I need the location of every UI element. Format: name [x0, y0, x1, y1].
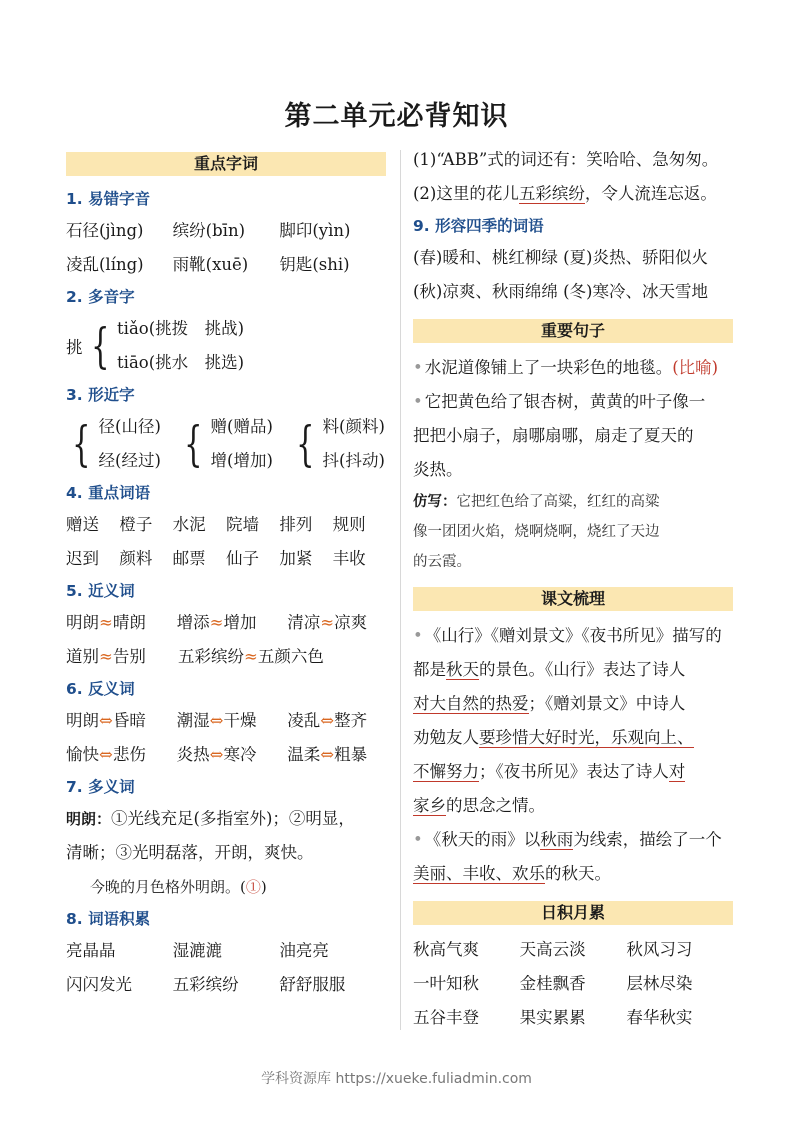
key-words-row: [66, 508, 386, 542]
polyphone-line: tiāo(挑水 挑选): [117, 353, 245, 372]
antonym-pair: [66, 704, 177, 738]
imitation-line: 像一团团火焰，烧啊烧啊，烧红了天边: [413, 524, 660, 540]
review-text: 的思念之情。: [446, 796, 545, 815]
word-a: 清凉: [287, 613, 321, 632]
imitation-line: 的云霞。: [413, 554, 471, 570]
similar-group: [66, 410, 178, 478]
approx-icon: ≈: [244, 647, 258, 666]
brace-icon: {: [184, 416, 203, 472]
underlined-text: 秋雨: [540, 830, 574, 849]
polysemy-def: ①光线充足(多指室外)；②明显，: [111, 809, 355, 828]
word-a: 五彩缤纷: [178, 647, 244, 666]
synonym-pair: [287, 606, 386, 640]
bullet-icon: •: [413, 626, 423, 645]
double-arrow-icon: ⇔: [209, 745, 224, 764]
bullet-icon: •: [413, 358, 423, 377]
page-title: 第二单元必背知识: [284, 101, 509, 132]
right-column: [413, 143, 733, 1035]
abb-line: (1)“ABB”式的词还有：笑哈哈、急匆匆。: [413, 150, 719, 169]
sentence-text: 它把黄色给了银杏树，黄黄的叶子像一: [424, 392, 706, 411]
season-line: (春)暖和、桃红柳绿 (夏)炎热、骄阳似火: [413, 248, 708, 267]
word-item: 排列: [279, 515, 313, 534]
polyphone-lines: [117, 312, 244, 380]
word-item: 仙子: [225, 549, 259, 568]
text: ，令人流连忘返。: [584, 184, 717, 203]
review-text: 劝勉友人: [413, 728, 479, 747]
imitation-text: 它把红色给了高粱，红红的高粱: [456, 494, 660, 510]
double-arrow-icon: ⇔: [99, 745, 113, 764]
text: (2)这里的花儿: [413, 184, 519, 203]
underlined-text: 要珍惜大好时光，乐观向上、: [479, 728, 694, 747]
section-header-key-words: 重点字词: [66, 152, 386, 176]
polyphone-line: tiǎo(挑拨 挑战): [117, 319, 245, 338]
underlined-text: 家乡: [413, 796, 446, 815]
idiom-item: 五谷丰登: [413, 1008, 479, 1027]
review-text: 为线索，描绘了一个: [573, 830, 722, 849]
word-b: 昏暗: [112, 711, 146, 730]
example-close: ): [260, 878, 267, 896]
word-b: 五颜六色: [257, 647, 324, 666]
word-item: 亮晶晶: [66, 941, 116, 960]
review-text: ；《夜书所见》表达了诗人: [479, 762, 669, 781]
review-line: [413, 721, 733, 755]
sentence-bullet: [413, 351, 733, 385]
subsection-title: 7. 多义词: [66, 778, 135, 796]
underlined-text: 不懈努力: [413, 762, 479, 781]
antonym-pair: [66, 738, 177, 772]
synonym-row: [66, 606, 386, 640]
bullet-icon: •: [413, 392, 423, 411]
synonym-row: [66, 640, 386, 674]
accumulate-row: [66, 968, 386, 1002]
word-item: 邮票: [172, 549, 206, 568]
word-b: 干燥: [223, 711, 257, 730]
subsection-title: 1. 易错字音: [66, 190, 151, 208]
approx-icon: ≈: [99, 647, 113, 666]
underlined-text: 对大自然的热爱: [413, 694, 529, 713]
footer-watermark: 学科资源库 https://xueke.fuliadmin.com: [261, 1071, 532, 1087]
idiom-row: [413, 933, 733, 967]
idiom-item: 金桂飘香: [519, 974, 586, 993]
idiom-item: 层林尽染: [626, 974, 693, 993]
similar-chars: [66, 410, 386, 478]
word-item: 规则: [332, 515, 366, 534]
subsection-title: 4. 重点词语: [66, 484, 151, 502]
word-item: 脚印(yìn): [279, 221, 351, 240]
bullet-icon: •: [413, 830, 423, 849]
review-line: [413, 687, 733, 721]
word-item: 院墙: [225, 515, 259, 534]
review-line: [413, 653, 733, 687]
polysemy-def-line: [66, 802, 386, 836]
sentence-bullet: [413, 385, 733, 419]
subsection-title: 2. 多音字: [66, 288, 135, 306]
section-header-idioms: 日积月累: [413, 901, 733, 925]
word-b: 增加: [223, 613, 257, 632]
word-b: 凉爽: [334, 613, 368, 632]
similar-lines: [211, 410, 273, 478]
word-item: 湿漉漉: [172, 941, 223, 960]
left-column: [66, 150, 386, 1002]
word-a: 炎热: [176, 745, 210, 764]
similar-lines: [323, 410, 385, 478]
polysemy-example: [66, 870, 386, 904]
word-item: 加紧: [279, 549, 313, 568]
review-line: [413, 823, 733, 857]
idiom-row: [413, 967, 733, 1001]
review-line: [413, 789, 733, 823]
idiom-item: 春华秋实: [626, 1008, 693, 1027]
word-a: 凌乱: [287, 711, 321, 730]
word-item: 五彩缤纷: [172, 975, 239, 994]
similar-item: 料(颜料): [322, 417, 385, 436]
approx-icon: ≈: [209, 613, 224, 632]
underlined-text: 五彩缤纷: [518, 184, 585, 203]
double-arrow-icon: ⇔: [320, 711, 335, 730]
underlined-text: 对: [668, 762, 686, 781]
review-line: [413, 755, 733, 789]
brace-icon: {: [296, 416, 315, 472]
underlined-text: 秋天: [446, 660, 479, 679]
similar-group: [178, 410, 290, 478]
word-item: 舒舒服服: [279, 975, 346, 994]
idiom-item: 果实累累: [519, 1008, 586, 1027]
similar-lines: [99, 410, 161, 478]
synonym-pair: [66, 640, 178, 674]
subsection-title: 5. 近义词: [66, 582, 135, 600]
review-text: 的景色。《山行》表达了诗人: [479, 660, 686, 679]
pronunciation-row: [66, 248, 386, 282]
idiom-item: 天高云淡: [519, 940, 586, 959]
word-b: 寒冷: [223, 745, 257, 764]
key-words-row: [66, 542, 386, 576]
antonym-pair: [287, 704, 386, 738]
antonym-pair: [177, 738, 288, 772]
example-answer: ①: [245, 878, 261, 896]
review-text: 的秋天。: [545, 864, 611, 883]
word-b: 告别: [112, 647, 146, 666]
word-a: 明朗: [66, 613, 99, 632]
word-item: 赠送: [66, 515, 99, 534]
sentence-text: 水泥道像铺上了一块彩色的地毯。: [424, 358, 673, 377]
column-divider: [400, 150, 401, 1030]
word-item: 闪闪发光: [66, 975, 132, 994]
word-item: 钥匙(shi): [279, 255, 350, 274]
review-text: 《山行》《赠刘景文》《夜书所见》描写的: [424, 626, 722, 645]
word-b: 悲伤: [112, 745, 146, 764]
word-item: 丰收: [332, 549, 366, 568]
polyphone-group: [66, 312, 386, 380]
approx-icon: ≈: [99, 613, 113, 632]
word-a: 愉快: [66, 745, 99, 764]
synonym-pair: [66, 606, 177, 640]
similar-group: [290, 410, 386, 478]
review-text: 都是: [413, 660, 446, 679]
review-text: ；《赠刘景文》中诗人: [528, 694, 686, 713]
accumulate-row: [66, 934, 386, 968]
subsection-title: 9. 形容四季的词语: [413, 217, 544, 235]
word-item: 石径(jìng): [66, 221, 144, 240]
word-a: 潮湿: [176, 711, 210, 730]
abb-example: [413, 177, 733, 211]
similar-item: 增(增加): [210, 451, 273, 470]
similar-item: 抖(抖动): [322, 451, 385, 470]
idiom-item: 秋风习习: [626, 940, 693, 959]
subsection-title: 6. 反义词: [66, 680, 135, 698]
review-line: [413, 619, 733, 653]
word-item: 迟到: [66, 549, 99, 568]
underlined-text: 美丽、丰收、欢乐: [413, 864, 545, 883]
word-b: 整齐: [334, 711, 368, 730]
word-item: 颜料: [119, 549, 153, 568]
idiom-item: 秋高气爽: [413, 940, 479, 959]
idiom-grid: [413, 933, 733, 1035]
review-line: [413, 857, 733, 891]
antonym-pair: [287, 738, 386, 772]
antonym-row: [66, 738, 386, 772]
antonym-pair: [177, 704, 288, 738]
similar-item: 经(经过): [98, 451, 161, 470]
section-header-sentences: 重要句子: [413, 319, 733, 343]
word-item: 缤纷(bīn): [172, 221, 246, 240]
subsection-title: 8. 词语积累: [66, 910, 151, 928]
polyphone-char: 挑: [66, 338, 83, 357]
word-a: 增添: [176, 613, 210, 632]
word-b: 晴朗: [112, 613, 146, 632]
word-item: 水泥: [172, 515, 206, 534]
word-b: 粗暴: [334, 745, 368, 764]
sentence-line: 炎热。: [413, 460, 463, 479]
word-item: 凌乱(líng): [66, 255, 144, 274]
word-item: 橙子: [119, 515, 153, 534]
brace-icon: {: [72, 416, 91, 472]
season-line: (秋)凉爽、秋雨绵绵 (冬)寒冷、冰天雪地: [413, 282, 708, 301]
synonym-pair: [178, 640, 378, 674]
brace-icon: {: [90, 318, 109, 374]
similar-item: 赠(赠品): [210, 417, 273, 436]
review-text: 《秋天的雨》以: [424, 830, 541, 849]
pronunciation-row: [66, 214, 386, 248]
word-item: 油亮亮: [279, 941, 329, 960]
section-header-text-review: 课文梳理: [413, 587, 733, 611]
word-item: 雨靴(xuē): [172, 255, 249, 274]
imitation-line: [413, 487, 733, 517]
approx-icon: ≈: [320, 613, 335, 632]
similar-item: 径(山径): [98, 417, 161, 436]
idiom-row: [413, 1001, 733, 1035]
word-a: 明朗: [66, 711, 99, 730]
rhetoric-tag: (比喻): [672, 358, 719, 377]
synonym-pair: [177, 606, 288, 640]
imitation-label: 仿写：: [413, 494, 457, 510]
polysemy-def-line: 清晰；③光明磊落，开朗，爽快。: [66, 843, 314, 862]
example-sentence: 今晚的月色格外明朗。(: [90, 878, 246, 896]
double-arrow-icon: ⇔: [320, 745, 335, 764]
idiom-item: 一叶知秋: [413, 974, 479, 993]
polysemy-word: 明朗：: [66, 810, 112, 828]
double-arrow-icon: ⇔: [99, 711, 113, 730]
sentence-line: 把把小扇子，扇哪扇哪，扇走了夏天的: [413, 426, 694, 445]
double-arrow-icon: ⇔: [209, 711, 224, 730]
word-a: 道别: [66, 647, 99, 666]
word-a: 温柔: [287, 745, 321, 764]
subsection-title: 3. 形近字: [66, 386, 135, 404]
antonym-row: [66, 704, 386, 738]
